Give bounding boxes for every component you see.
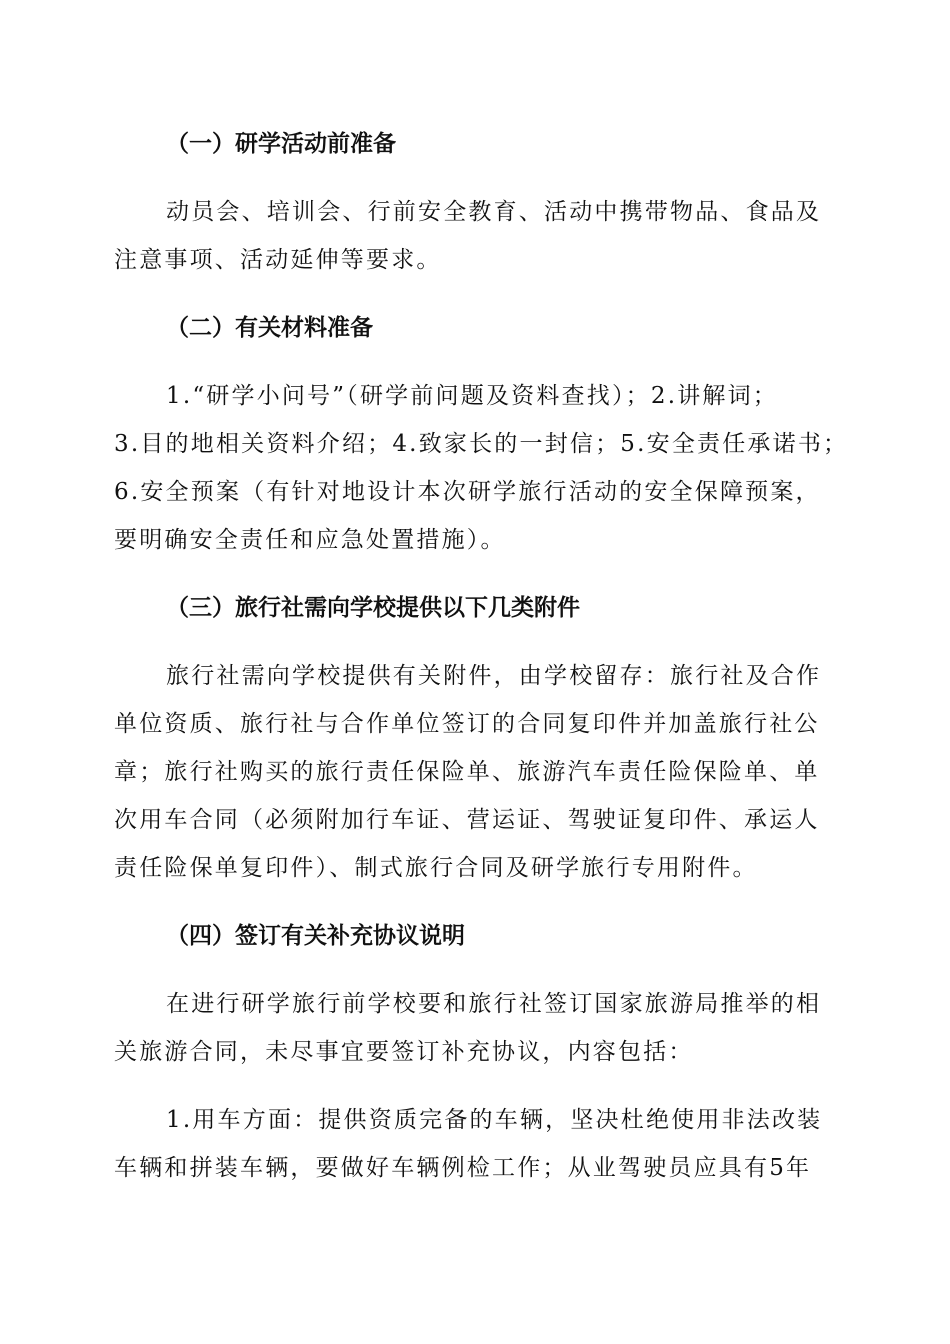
text-line: 章；旅行社购买的旅行责任保险单、旅游汽车责任险保险单、单 — [114, 759, 820, 785]
text-line: 1.用车方面：提供资质完备的车辆，坚决杜绝使用非法改装 — [166, 1107, 823, 1133]
section-3-paragraph-1 — [114, 652, 850, 892]
section-4-paragraph-1 — [114, 980, 850, 1076]
text-line: 关旅游合同，未尽事宜要签订补充协议，内容包括： — [114, 1039, 694, 1065]
text-line: 注意事项、活动延伸等要求。 — [114, 247, 442, 273]
text-line: 6.安全预案（有针对地设计本次研学旅行活动的安全保障预案， — [114, 479, 821, 505]
text-line: 单位资质、旅行社与合作单位签订的合同复印件并加盖旅行社公 — [114, 711, 820, 737]
section-heading-1: （一）研学活动前准备 — [166, 131, 396, 157]
text-line: 动员会、培训会、行前安全教育、活动中携带物品、食品及 — [166, 199, 822, 225]
section-2-paragraph-1 — [114, 372, 850, 564]
text-line: 要明确安全责任和应急处置措施）。 — [114, 527, 506, 553]
section-heading-4: （四）签订有关补充协议说明 — [166, 923, 465, 949]
section-1-paragraph-1 — [114, 188, 850, 284]
text-line: 1.“研学小问号”（研学前问题及资料查找）；2.讲解词； — [166, 383, 779, 409]
document-page — [114, 120, 850, 1192]
section-4-paragraph-2 — [114, 1096, 850, 1192]
text-line: 车辆和拼装车辆，要做好车辆例检工作；从业驾驶员应具有5年 — [114, 1155, 812, 1181]
text-line: 在进行研学旅行前学校要和旅行社签订国家旅游局推举的相 — [166, 991, 822, 1017]
text-line: 次用车合同（必须附加行车证、营运证、驾驶证复印件、承运人 — [114, 807, 820, 833]
section-heading-2: （二）有关材料准备 — [166, 315, 373, 341]
text-line: 责任险保单复印件）、制式旅行合同及研学旅行专用附件。 — [114, 855, 758, 881]
text-line: 旅行社需向学校提供有关附件，由学校留存：旅行社及合作 — [166, 663, 822, 689]
section-heading-3: （三）旅行社需向学校提供以下几类附件 — [166, 595, 580, 621]
text-line: 3.目的地相关资料介绍；4.致家长的一封信；5.安全责任承诺书； — [114, 431, 849, 457]
